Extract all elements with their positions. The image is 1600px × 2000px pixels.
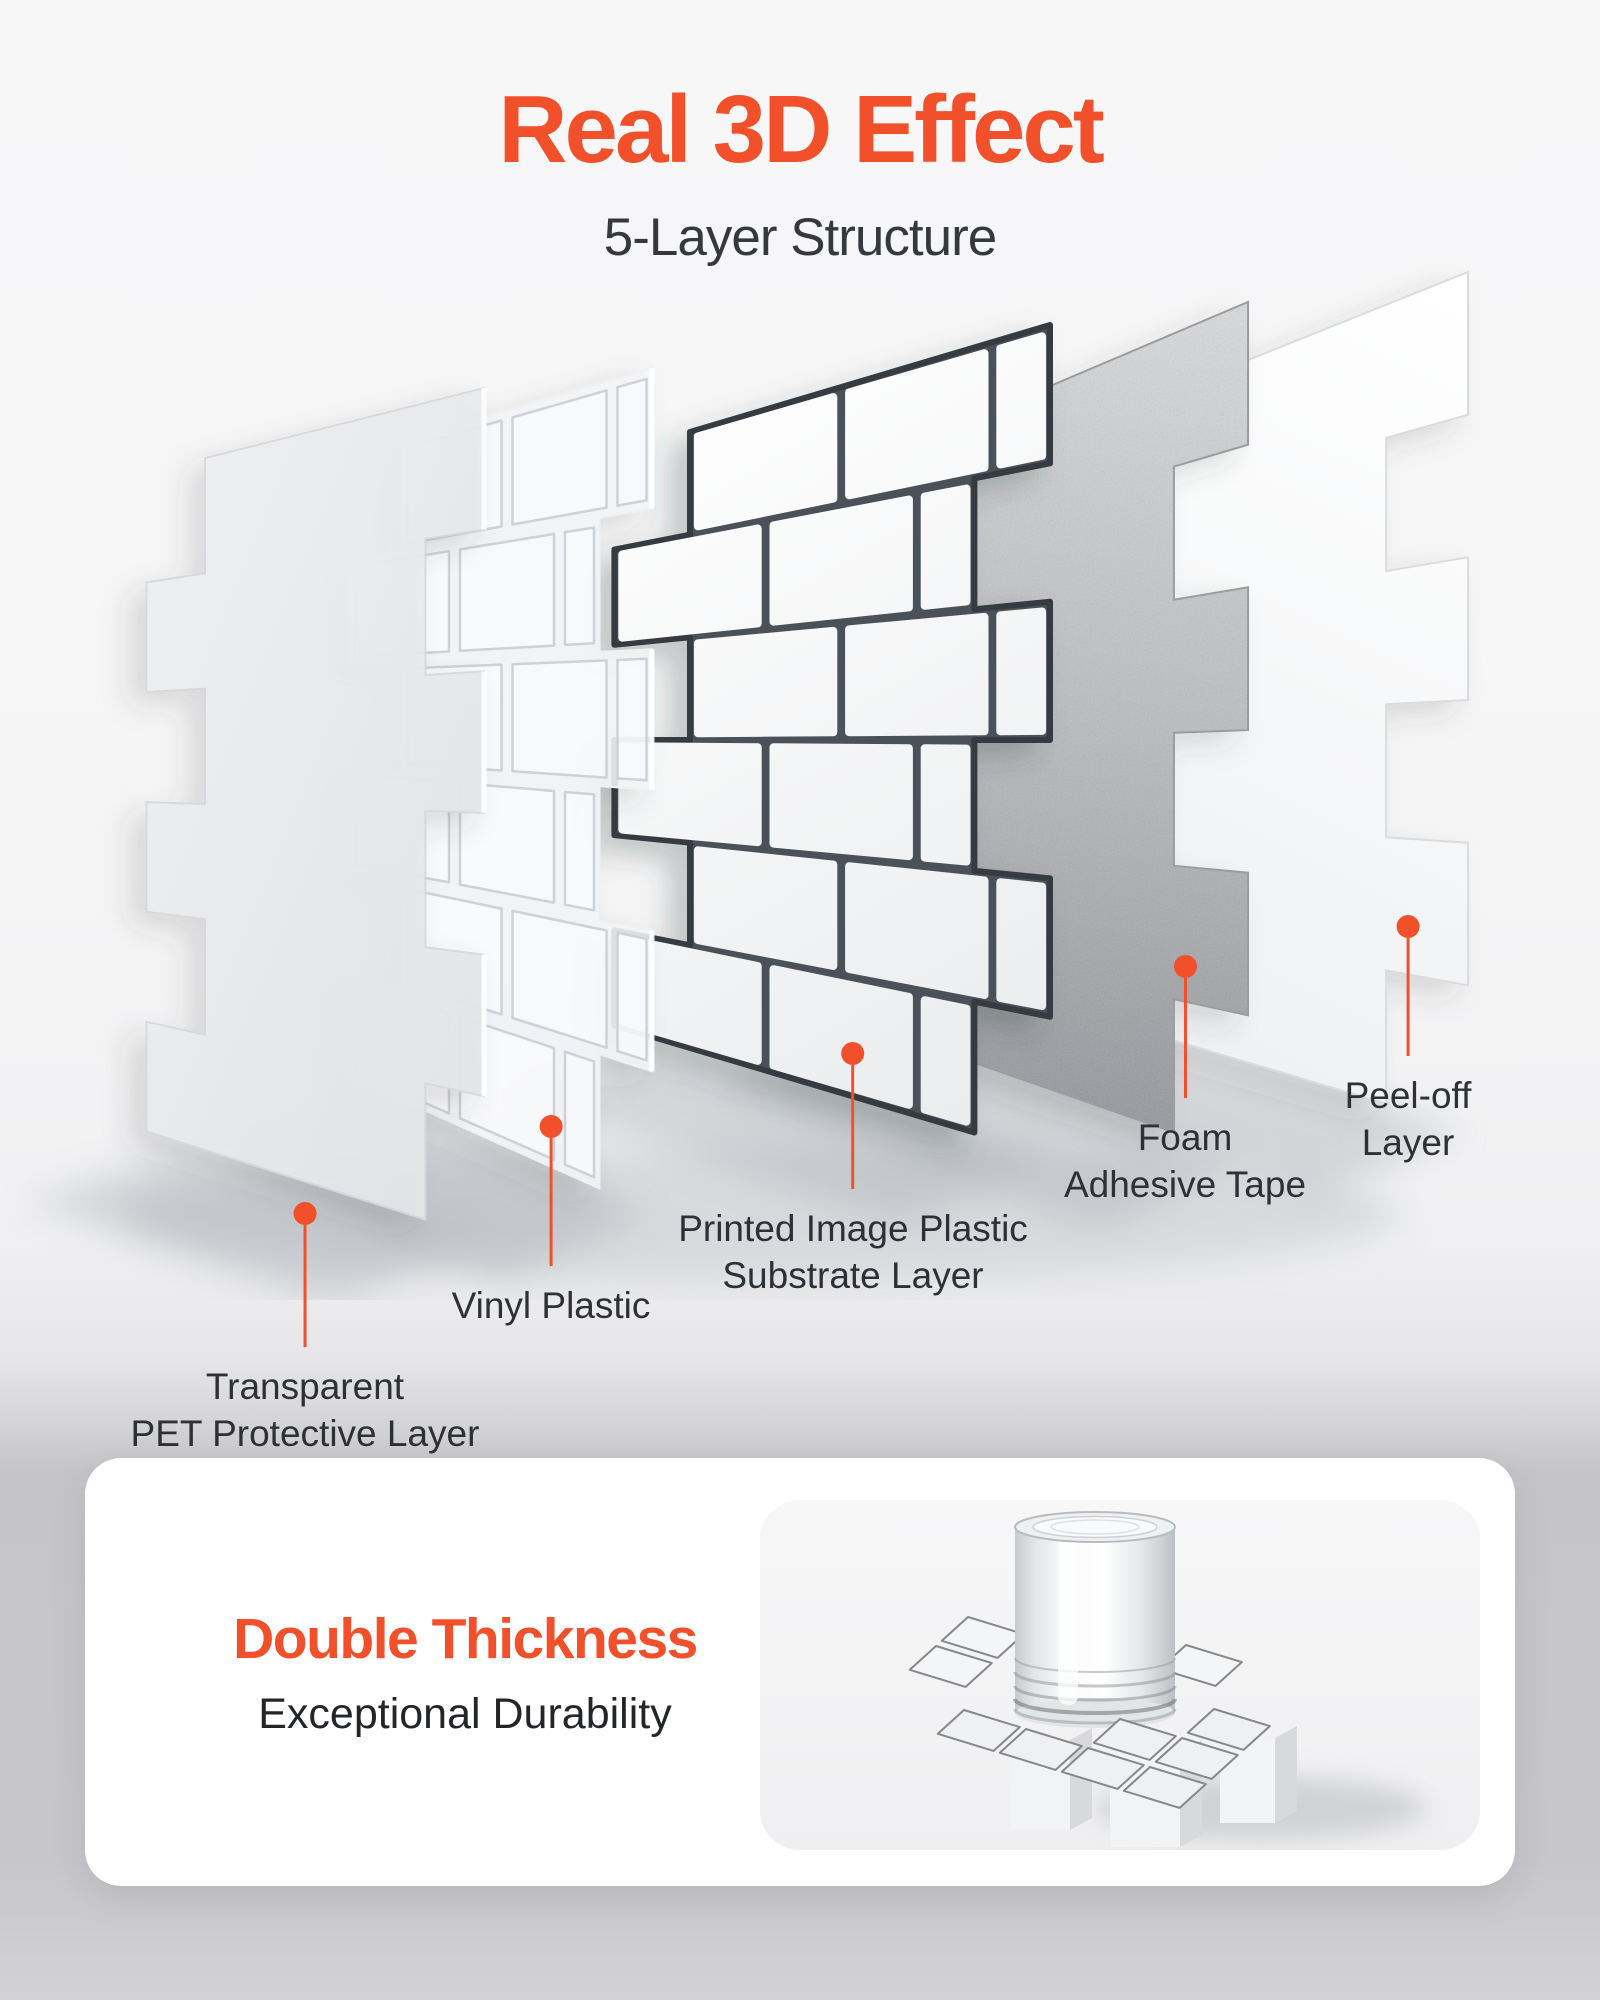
callout-label-line1: Foam: [1137, 1117, 1233, 1158]
pointer-line: [1184, 978, 1187, 1098]
callout-label-line2: Substrate Layer: [722, 1255, 984, 1296]
feature-card-text: [155, 1458, 775, 1886]
pointer-line: [1406, 938, 1409, 1056]
pointer-dot-icon: [1174, 955, 1197, 978]
callout-label-line1: Peel-off: [1344, 1075, 1472, 1116]
pointer-line: [303, 1225, 306, 1347]
callout-label: [678, 1205, 1028, 1299]
callout-label-line1: Printed Image Plastic: [678, 1208, 1028, 1249]
tile-press-photo: [760, 1500, 1480, 1850]
callout-label: [452, 1282, 651, 1329]
header: [0, 76, 1600, 268]
pointer-dot-icon: [1396, 915, 1419, 938]
callout-label-line1: Transparent: [205, 1366, 405, 1407]
page-title: Real 3D Effect: [498, 76, 1102, 183]
callout-label-line2: Adhesive Tape: [1063, 1164, 1307, 1205]
page-subtitle: 5-Layer Structure: [603, 207, 997, 267]
feature-card: [85, 1458, 1515, 1886]
callout-peel-off-layer: [1345, 915, 1472, 1166]
durability-photo-panel: [760, 1500, 1480, 1850]
callout-vinyl-plastic: [452, 1115, 651, 1329]
pointer-dot-icon: [539, 1115, 562, 1138]
callout-label-line2: Layer: [1361, 1122, 1455, 1163]
callout-label-line1: Vinyl Plastic: [451, 1285, 651, 1326]
callout-label: [1345, 1072, 1472, 1166]
pointer-dot-icon: [293, 1202, 316, 1225]
callout-foam-adhesive-tape: [1064, 955, 1306, 1208]
pointer-line: [851, 1065, 854, 1189]
callout-label-line2: PET Protective Layer: [130, 1413, 480, 1454]
feature-card-subtitle: Exceptional Durability: [258, 1689, 672, 1738]
pointer-dot-icon: [841, 1042, 864, 1065]
pointer-line: [549, 1138, 552, 1266]
callout-pet-protective-layer: [131, 1202, 480, 1457]
callout-printed-substrate-layer: [678, 1042, 1028, 1299]
feature-card-title: Double Thickness: [233, 1606, 697, 1671]
callout-label: [1064, 1114, 1306, 1208]
callout-label: [131, 1363, 480, 1457]
